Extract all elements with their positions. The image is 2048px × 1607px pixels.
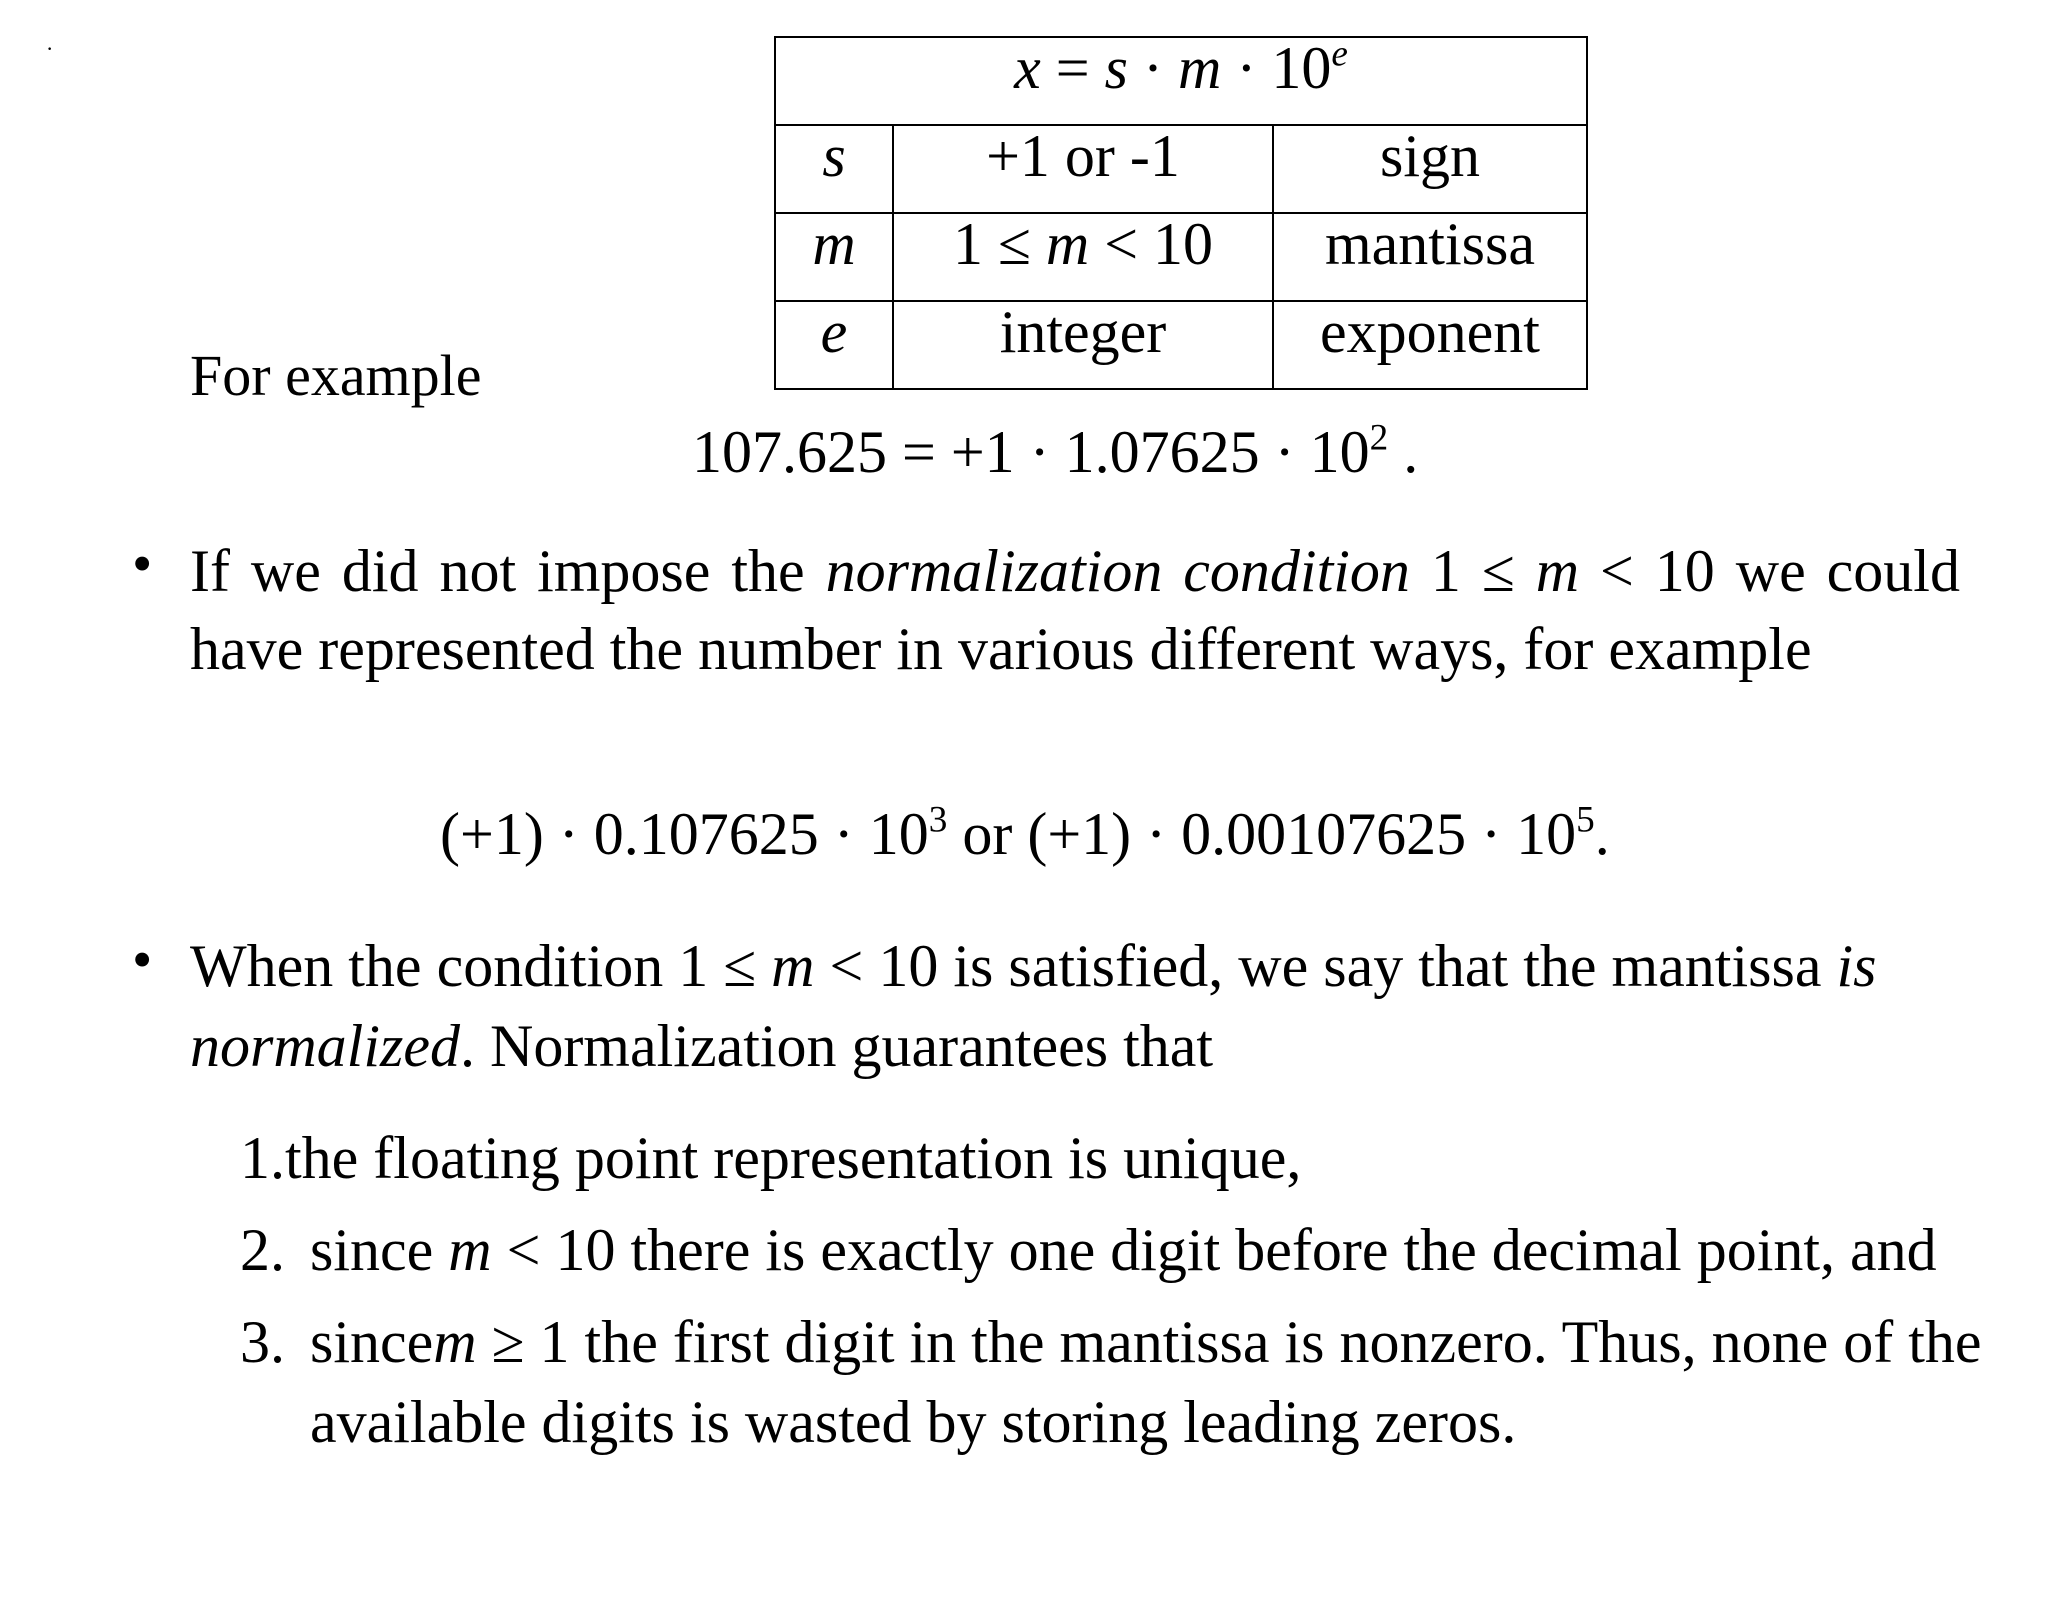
table-cell-range: +1 or -1 [893, 125, 1273, 213]
table-cell-symbol: m [775, 213, 893, 301]
table-cell-range [893, 213, 1273, 301]
floating-point-table [774, 36, 1588, 390]
list-item-number: 1. [240, 1125, 285, 1191]
list-item-text: ≥ 1 the first digit in the mantissa is nonzero. Thus, none of the available digits is wasted by storing leading zeros. [310, 1309, 1982, 1455]
paragraph-text: . Normalization guarantees that [460, 1013, 1214, 1079]
paragraph-var: m [1535, 538, 1580, 604]
paragraph-italic-term: normalization condition [825, 538, 1410, 604]
table-cell-name: exponent [1273, 301, 1587, 389]
range-var: m [1045, 213, 1090, 277]
list-item [240, 1118, 2000, 1198]
stray-dot-mark: · [46, 36, 54, 61]
formula-base: 10 [1271, 37, 1332, 101]
paragraph-var: m [771, 933, 815, 999]
list-item-var: m [433, 1309, 477, 1375]
table-cell-symbol: s [775, 125, 893, 213]
alt-equation-part: (+1) · 0.107625 · 10 [440, 801, 929, 867]
table-cell-name: mantissa [1273, 213, 1587, 301]
for-example-label: For example [190, 343, 482, 408]
formula-equals: = [1055, 37, 1090, 101]
range-suffix: < 10 [1089, 213, 1214, 277]
paragraph-text: 1 ≤ [1409, 538, 1536, 604]
guarantees-list [240, 1118, 2000, 1474]
list-item-text: since [310, 1309, 434, 1375]
alt-equation-exponent: 3 [928, 799, 948, 841]
table-row-mantissa [775, 213, 1587, 301]
example-equation-tail: . [1388, 419, 1419, 485]
paragraph-text: < 10 is satisfied, we say that the mantissa [814, 933, 1837, 999]
table-header-row [775, 37, 1587, 125]
list-item [240, 1302, 2000, 1462]
bullet-marker: • [132, 927, 153, 992]
example-equation-body: 107.625 = +1 · 1.07625 · 10 [692, 419, 1370, 485]
paragraph-italic-term: is normalized [190, 933, 1877, 1079]
alt-equation-part: or (+1) · 0.00107625 · 10 [947, 801, 1577, 867]
table-cell-symbol: e [775, 301, 893, 389]
formula-dot: · [1143, 37, 1163, 101]
bullet-marker: • [132, 531, 153, 596]
list-item-var: m [448, 1217, 492, 1283]
list-item-text: the floating point representation is unique, [285, 1125, 1302, 1191]
table-row-exponent [775, 301, 1587, 389]
table-cell-range: integer [893, 301, 1273, 389]
normalization-paragraph [190, 532, 1960, 688]
paragraph-text: If we did not impose the [190, 538, 826, 604]
example-equation-exponent: 2 [1369, 417, 1389, 459]
list-item-number: 3. [240, 1309, 285, 1375]
formula-exponent: e [1331, 37, 1348, 75]
list-item-text: since [310, 1217, 449, 1283]
paragraph-text: < 10 we could have represented the number in various different ways, for example [190, 538, 1960, 682]
formula-m: m [1177, 37, 1222, 101]
table-header-formula [775, 37, 1587, 125]
paragraph-text: When the condition 1 ≤ [190, 933, 772, 999]
formula-x: x [1014, 37, 1041, 101]
alternative-representations-equation [440, 800, 1610, 869]
list-item [240, 1210, 2000, 1290]
list-item-text: < 10 there is exactly one digit before the decimal point, and [491, 1217, 1937, 1283]
normalized-paragraph [190, 926, 1990, 1086]
example-equation [692, 418, 1418, 487]
table-row-sign [775, 125, 1587, 213]
formula-s: s [1104, 37, 1128, 101]
list-item-number: 2. [240, 1217, 285, 1283]
alt-equation-exponent: 5 [1576, 799, 1595, 841]
table-cell-name: sign [1273, 125, 1587, 213]
formula-dot: · [1236, 37, 1257, 101]
range-prefix: 1 ≤ [952, 213, 1046, 277]
alt-equation-tail: . [1594, 801, 1610, 867]
